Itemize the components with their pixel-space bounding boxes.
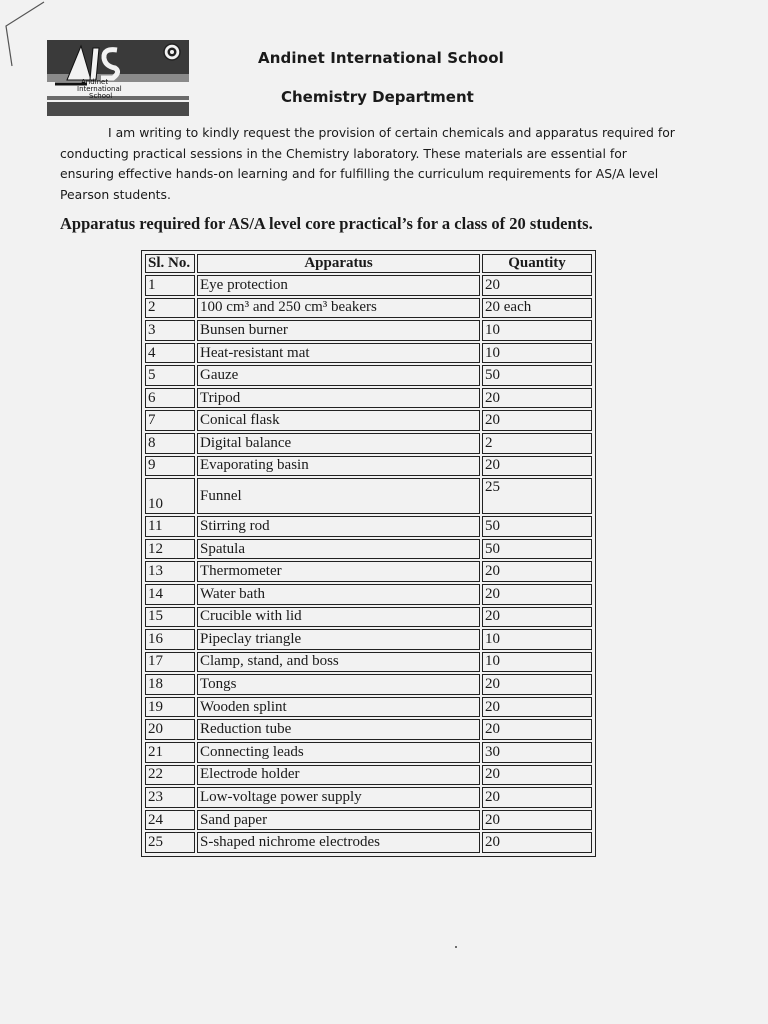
table-row xyxy=(145,810,592,831)
table-row xyxy=(145,832,592,853)
cell-sl-no: 21 xyxy=(145,742,195,763)
cell-quantity: 20 each xyxy=(482,298,592,319)
cell-sl-no: 8 xyxy=(145,433,195,454)
cell-sl-no: 23 xyxy=(145,787,195,808)
cell-quantity: 20 xyxy=(482,765,592,786)
cell-sl-no: 24 xyxy=(145,810,195,831)
cell-apparatus: S-shaped nichrome electrodes xyxy=(197,832,480,853)
section-heading: Apparatus required for AS/A level core practical’s for a class of 20 students. xyxy=(60,214,593,233)
cell-apparatus: Evaporating basin xyxy=(197,456,480,477)
cell-apparatus: Eye protection xyxy=(197,275,480,296)
table-row xyxy=(145,539,592,560)
cell-sl-no: 16 xyxy=(145,629,195,650)
table-row xyxy=(145,697,592,718)
cell-apparatus: Electrode holder xyxy=(197,765,480,786)
cell-apparatus: Pipeclay triangle xyxy=(197,629,480,650)
cell-quantity: 20 xyxy=(482,410,592,431)
apparatus-table xyxy=(143,252,594,855)
cell-sl-no: 20 xyxy=(145,719,195,740)
header-apparatus: Apparatus xyxy=(197,254,480,273)
cell-apparatus: Connecting leads xyxy=(197,742,480,763)
cell-quantity: 50 xyxy=(482,516,592,537)
cell-sl-no: 3 xyxy=(145,320,195,341)
svg-text:International: International xyxy=(77,85,122,93)
table-row xyxy=(145,320,592,341)
cell-quantity: 20 xyxy=(482,388,592,409)
table-row xyxy=(145,365,592,386)
table-row xyxy=(145,787,592,808)
table-row xyxy=(145,584,592,605)
cell-apparatus: Heat-resistant mat xyxy=(197,343,480,364)
cell-quantity: 20 xyxy=(482,607,592,628)
cell-apparatus: Conical flask xyxy=(197,410,480,431)
cell-apparatus: Gauze xyxy=(197,365,480,386)
table-row xyxy=(145,674,592,695)
table-row xyxy=(145,607,592,628)
svg-text:Andinet: Andinet xyxy=(81,78,109,86)
table-row xyxy=(145,652,592,673)
department-name: Chemistry Department xyxy=(281,88,474,106)
cell-sl-no: 25 xyxy=(145,832,195,853)
cell-quantity: 10 xyxy=(482,629,592,650)
cell-apparatus: Water bath xyxy=(197,584,480,605)
cell-quantity: 50 xyxy=(482,365,592,386)
cell-quantity: 20 xyxy=(482,275,592,296)
cell-sl-no: 13 xyxy=(145,561,195,582)
header-quantity: Quantity xyxy=(482,254,592,273)
cell-quantity: 30 xyxy=(482,742,592,763)
cell-apparatus: Funnel xyxy=(197,478,480,514)
cell-apparatus: Reduction tube xyxy=(197,719,480,740)
cell-sl-no: 1 xyxy=(145,275,195,296)
cell-sl-no: 12 xyxy=(145,539,195,560)
table-row xyxy=(145,343,592,364)
cell-quantity: 20 xyxy=(482,456,592,477)
cell-quantity: 50 xyxy=(482,539,592,560)
cell-sl-no: 19 xyxy=(145,697,195,718)
cell-apparatus: Wooden splint xyxy=(197,697,480,718)
table-row xyxy=(145,516,592,537)
cell-sl-no: 7 xyxy=(145,410,195,431)
cell-apparatus: Low-voltage power supply xyxy=(197,787,480,808)
table-row xyxy=(145,410,592,431)
cell-quantity: 20 xyxy=(482,787,592,808)
letter-body: I am writing to kindly request the provision of certain chemicals and apparatus required for conducting practical sessions in the Chemistry laboratory. These materials are essential for ensuring effective hands-on learning and for fulfilling the curriculum requirements for AS/A level Pearson students. xyxy=(60,125,675,202)
cell-sl-no: 9 xyxy=(145,456,195,477)
cell-quantity: 20 xyxy=(482,832,592,853)
cell-apparatus: Digital balance xyxy=(197,433,480,454)
table-header-row xyxy=(145,254,592,273)
scan-speck xyxy=(455,946,457,948)
cell-quantity: 20 xyxy=(482,584,592,605)
cell-apparatus: 100 cm³ and 250 cm³ beakers xyxy=(197,298,480,319)
cell-sl-no: 6 xyxy=(145,388,195,409)
cell-sl-no: 22 xyxy=(145,765,195,786)
cell-sl-no: 4 xyxy=(145,343,195,364)
cell-apparatus: Sand paper xyxy=(197,810,480,831)
cell-sl-no: 5 xyxy=(145,365,195,386)
cell-quantity: 10 xyxy=(482,320,592,341)
school-logo xyxy=(47,40,189,116)
table-row xyxy=(145,456,592,477)
header-sl-no: Sl. No. xyxy=(145,254,195,273)
cell-quantity: 20 xyxy=(482,719,592,740)
cell-quantity: 10 xyxy=(482,652,592,673)
table-row xyxy=(145,629,592,650)
cell-apparatus: Spatula xyxy=(197,539,480,560)
cell-sl-no: 17 xyxy=(145,652,195,673)
cell-quantity: 2 xyxy=(482,433,592,454)
cell-quantity: 10 xyxy=(482,343,592,364)
cell-apparatus: Thermometer xyxy=(197,561,480,582)
cell-sl-no: 18 xyxy=(145,674,195,695)
table-row xyxy=(145,275,592,296)
cell-sl-no: 14 xyxy=(145,584,195,605)
table-row xyxy=(145,742,592,763)
cell-quantity: 20 xyxy=(482,810,592,831)
cell-apparatus: Tongs xyxy=(197,674,480,695)
table-row xyxy=(145,478,592,514)
table-row xyxy=(145,298,592,319)
cell-apparatus: Clamp, stand, and boss xyxy=(197,652,480,673)
cell-quantity: 20 xyxy=(482,561,592,582)
table-row xyxy=(145,433,592,454)
table-row xyxy=(145,719,592,740)
cell-apparatus: Bunsen burner xyxy=(197,320,480,341)
cell-quantity: 20 xyxy=(482,697,592,718)
cell-sl-no: 11 xyxy=(145,516,195,537)
cell-apparatus: Crucible with lid xyxy=(197,607,480,628)
apparatus-table-frame xyxy=(141,250,596,857)
table-row xyxy=(145,388,592,409)
cell-sl-no: 15 xyxy=(145,607,195,628)
table-row xyxy=(145,765,592,786)
cell-quantity: 25 xyxy=(482,478,592,514)
cell-apparatus: Tripod xyxy=(197,388,480,409)
cell-sl-no: 2 xyxy=(145,298,195,319)
school-name: Andinet International School xyxy=(258,49,504,67)
table-body xyxy=(145,275,592,853)
table-row xyxy=(145,561,592,582)
svg-text:School: School xyxy=(89,92,113,100)
cell-sl-no: 10 xyxy=(145,478,195,514)
cell-quantity: 20 xyxy=(482,674,592,695)
cell-apparatus: Stirring rod xyxy=(197,516,480,537)
